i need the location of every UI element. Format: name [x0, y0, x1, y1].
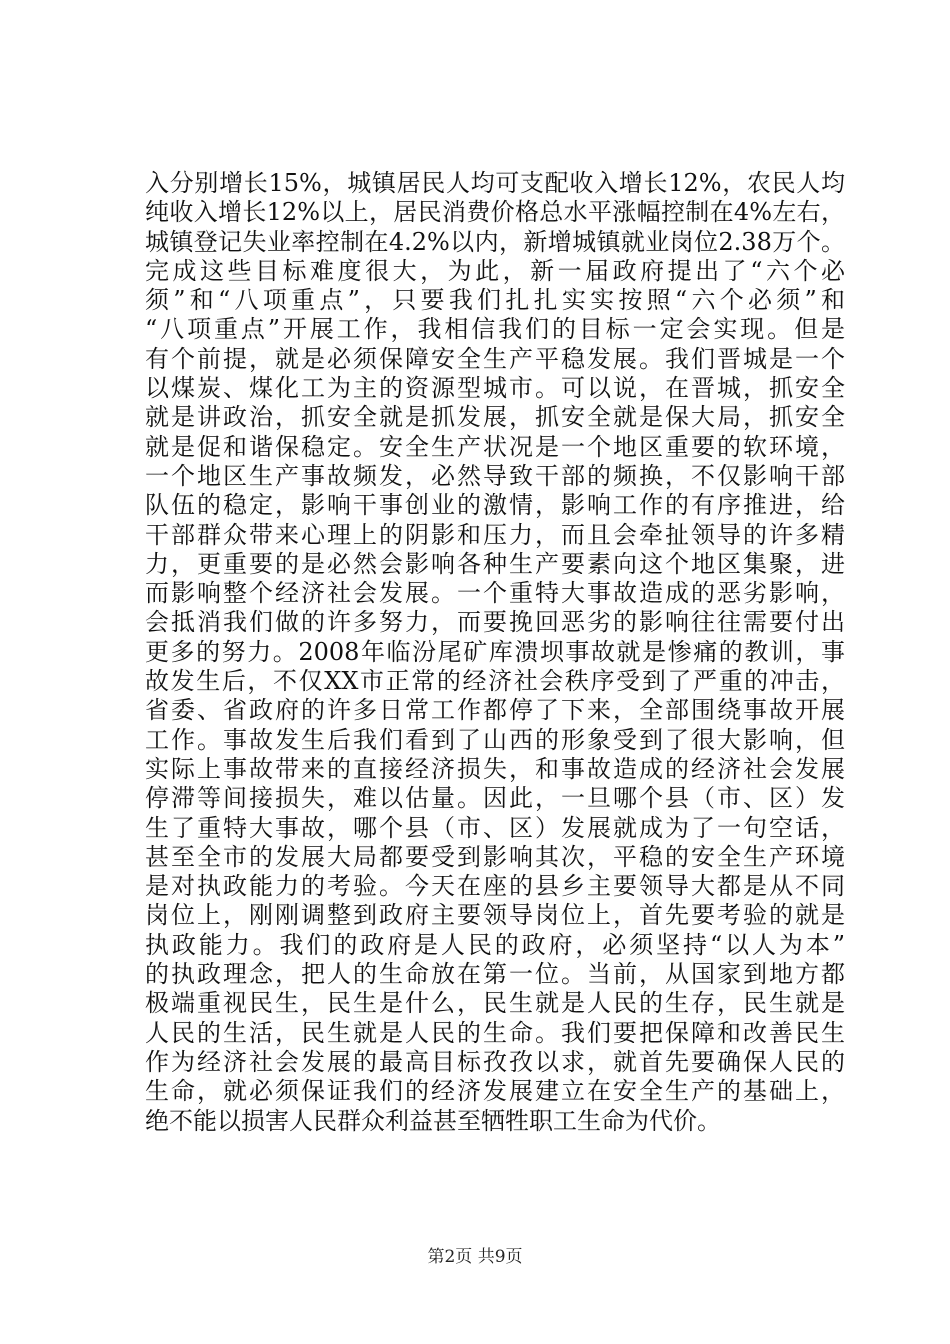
- text-line: 有个前提，就是必须保障安全生产平稳发展。我们晋城是一个: [145, 344, 845, 373]
- text-line: 工作。事故发生后我们看到了山西的形象受到了很大影响，但: [145, 725, 845, 754]
- text-line: 人民的生活，民生就是人民的生命。我们要把保障和改善民生: [145, 1018, 845, 1047]
- text-line: 极端重视民生，民生是什么，民生就是人民的生存，民生就是: [145, 989, 845, 1018]
- text-line: 作为经济社会发展的最高目标孜孜以求，就首先要确保人民的: [145, 1047, 845, 1076]
- body-paragraph: [145, 169, 845, 1136]
- text-line: 生了重特大事故，哪个县（市、区）发展就成为了一句空话，: [145, 813, 845, 842]
- text-line: “八项重点”开展工作，我相信我们的目标一定会实现。但是: [145, 315, 845, 344]
- text-line: 干部群众带来心理上的阴影和压力，而且会牵扯领导的许多精: [145, 520, 845, 549]
- page-number-footer: 第2页 共9页: [427, 1247, 523, 1267]
- text-line: 队伍的稳定，影响干事创业的激情，影响工作的有序推进，给: [145, 491, 845, 520]
- text-line: 就是促和谐保稳定。安全生产状况是一个地区重要的软环境，: [145, 432, 845, 461]
- text-line: 实际上事故带来的直接经济损失，和事故造成的经济社会发展: [145, 754, 845, 783]
- text-line: 以煤炭、煤化工为主的资源型城市。可以说，在晋城，抓安全: [145, 374, 845, 403]
- text-line: 故发生后，不仅XX市正常的经济社会秩序受到了严重的冲击，: [145, 667, 845, 696]
- text-line: 绝不能以损害人民群众利益甚至牺牲职工生命为代价。: [145, 1106, 721, 1135]
- text-line: 更多的努力。2008年临汾尾矿库溃坝事故就是惨痛的教训，事: [145, 637, 845, 666]
- text-line: 停滞等间接损失，难以估量。因此，一旦哪个县（市、区）发: [145, 784, 845, 813]
- text-line: 入分别增长15%，城镇居民人均可支配收入增长12%，农民人均: [145, 169, 845, 197]
- text-line: 的执政理念，把人的生命放在第一位。当前，从国家到地方都: [145, 960, 845, 989]
- text-line: 执政能力。我们的政府是人民的政府，必须坚持“以人为本”: [145, 930, 845, 959]
- text-line: 城镇登记失业率控制在4.2%以内，新增城镇就业岗位2.38万个。: [145, 227, 845, 256]
- text-line: 就是讲政治，抓安全就是抓发展，抓安全就是保大局，抓安全: [145, 403, 845, 432]
- text-line: 是对执政能力的考验。今天在座的县乡主要领导大都是从不同: [145, 872, 845, 901]
- text-line: 甚至全市的发展大局都要受到影响其次，平稳的安全生产环境: [145, 842, 845, 871]
- text-line: 会抵消我们做的许多努力，而要挽回恶劣的影响往往需要付出: [145, 608, 845, 637]
- text-line: 须”和“八项重点”，只要我们扎扎实实按照“六个必须”和: [145, 286, 845, 315]
- text-line: 生命，就必须保证我们的经济发展建立在安全生产的基础上，: [145, 1077, 845, 1106]
- text-line: 岗位上，刚刚调整到政府主要领导岗位上，首先要考验的就是: [145, 901, 845, 930]
- text-line: 省委、省政府的许多日常工作都停了下来，全部围绕事故开展: [145, 696, 845, 725]
- text-line: 力，更重要的是必然会影响各种生产要素向这个地区集聚，进: [145, 549, 845, 578]
- text-line: 纯收入增长12%以上，居民消费价格总水平涨幅控制在4%左右，: [145, 198, 845, 227]
- text-line: 一个地区生产事故频发，必然导致干部的频换，不仅影响干部: [145, 461, 845, 490]
- text-line: 完成这些目标难度很大，为此，新一届政府提出了“六个必: [145, 256, 845, 285]
- text-line: 而影响整个经济社会发展。一个重特大事故造成的恶劣影响，: [145, 579, 845, 608]
